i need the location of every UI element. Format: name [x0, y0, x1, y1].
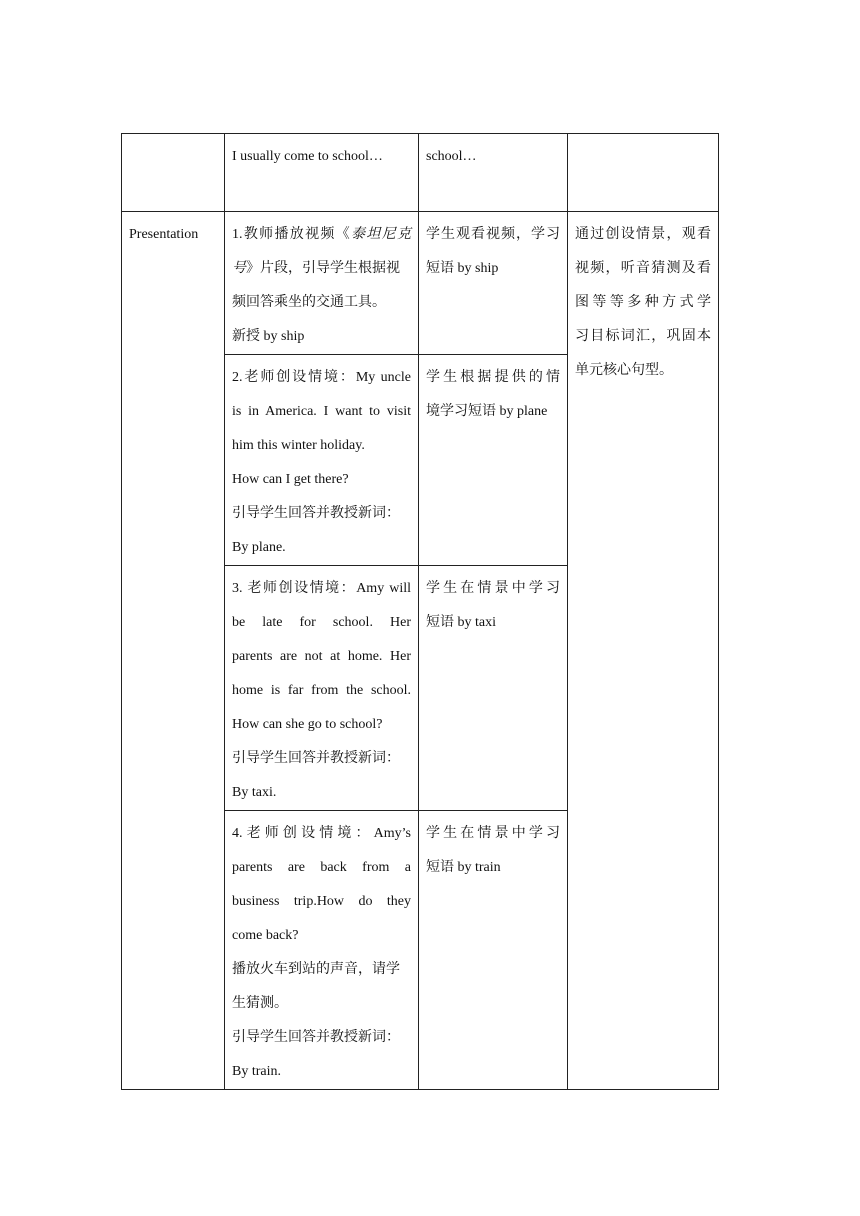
table-row [122, 212, 719, 355]
stage-label: Presentation [129, 227, 199, 242]
student-activity-line: 境学习短语 by plane [426, 404, 548, 419]
purpose-line: 图等等多种方式学 [575, 295, 711, 310]
student-activity-line: 短语 by train [426, 860, 501, 875]
procedure-line: business trip.How do they [232, 894, 411, 909]
student-activity-cell [419, 355, 568, 566]
procedure-line: How can she go to school? [232, 717, 383, 732]
procedure-line: 频回答乘坐的交通工具。 [232, 295, 386, 310]
procedure-cell [225, 566, 419, 811]
student-activity-line: 短语 by ship [426, 261, 499, 276]
student-activity-line: 学生在情景中学习 [426, 581, 560, 596]
purpose-cell [568, 212, 719, 1090]
procedure-line: be late for school. Her [232, 615, 411, 630]
procedure-line: 引导学生回答并教授新词： [232, 751, 400, 766]
procedure-line: 号》片段，引导学生根据视 [232, 261, 400, 276]
purpose-line: 视频，听音猜测及看 [575, 261, 711, 276]
procedure-line: 引导学生回答并教授新词： [232, 506, 400, 521]
video-title: 号 [232, 261, 246, 276]
student-activity-cell [419, 134, 568, 212]
procedure-text: I usually come to school… [232, 149, 383, 164]
student-activity-line: 学生观看视频，学习 [426, 227, 560, 242]
student-activity-cell [419, 566, 568, 811]
procedure-line: 播放火车到站的声音，请学 [232, 962, 400, 977]
purpose-line: 通过创设情景，观看 [575, 227, 711, 242]
student-activity-cell [419, 811, 568, 1090]
procedure-cell [225, 811, 419, 1090]
procedure-line: 新授 by ship [232, 329, 305, 344]
lesson-plan-table [121, 133, 719, 1090]
stage-cell-empty [122, 134, 225, 212]
student-activity-cell [419, 212, 568, 355]
student-activity-text: school… [426, 149, 477, 164]
video-title: 泰坦尼克 [351, 227, 412, 242]
procedure-line: How can I get there? [232, 472, 349, 487]
procedure-cell [225, 134, 419, 212]
procedure-line: 2.老师创设情境：My uncle [232, 370, 411, 385]
procedure-line: parents are back from a [232, 860, 411, 875]
procedure-cell [225, 212, 419, 355]
purpose-line: 单元核心句型。 [575, 363, 673, 378]
procedure-line: 4.老师创设情境：Amy’s [232, 826, 411, 841]
procedure-line: By taxi. [232, 785, 277, 800]
procedure-cell [225, 355, 419, 566]
procedure-line: 引导学生回答并教授新词： [232, 1030, 400, 1045]
procedure-line: him this winter holiday. [232, 438, 365, 453]
procedure-line: come back? [232, 928, 299, 943]
student-activity-line: 学生根据提供的情 [426, 370, 560, 385]
procedure-line: parents are not at home. Her [232, 649, 411, 664]
procedure-line: 3. 老师创设情境：Amy will [232, 581, 411, 596]
student-activity-line: 学生在情景中学习 [426, 826, 560, 841]
procedure-line: By train. [232, 1064, 281, 1079]
procedure-line: 1.教师播放视频《泰坦尼克 [232, 227, 412, 242]
student-activity-line: 短语 by taxi [426, 615, 496, 630]
purpose-cell-empty [568, 134, 719, 212]
stage-cell [122, 212, 225, 1090]
table-row [122, 134, 719, 212]
procedure-line: 生猜测。 [232, 996, 288, 1011]
procedure-line: is in America. I want to visit [232, 404, 411, 419]
procedure-line: home is far from the school. [232, 683, 411, 698]
procedure-line: By plane. [232, 540, 286, 555]
purpose-line: 习目标词汇，巩固本 [575, 329, 711, 344]
